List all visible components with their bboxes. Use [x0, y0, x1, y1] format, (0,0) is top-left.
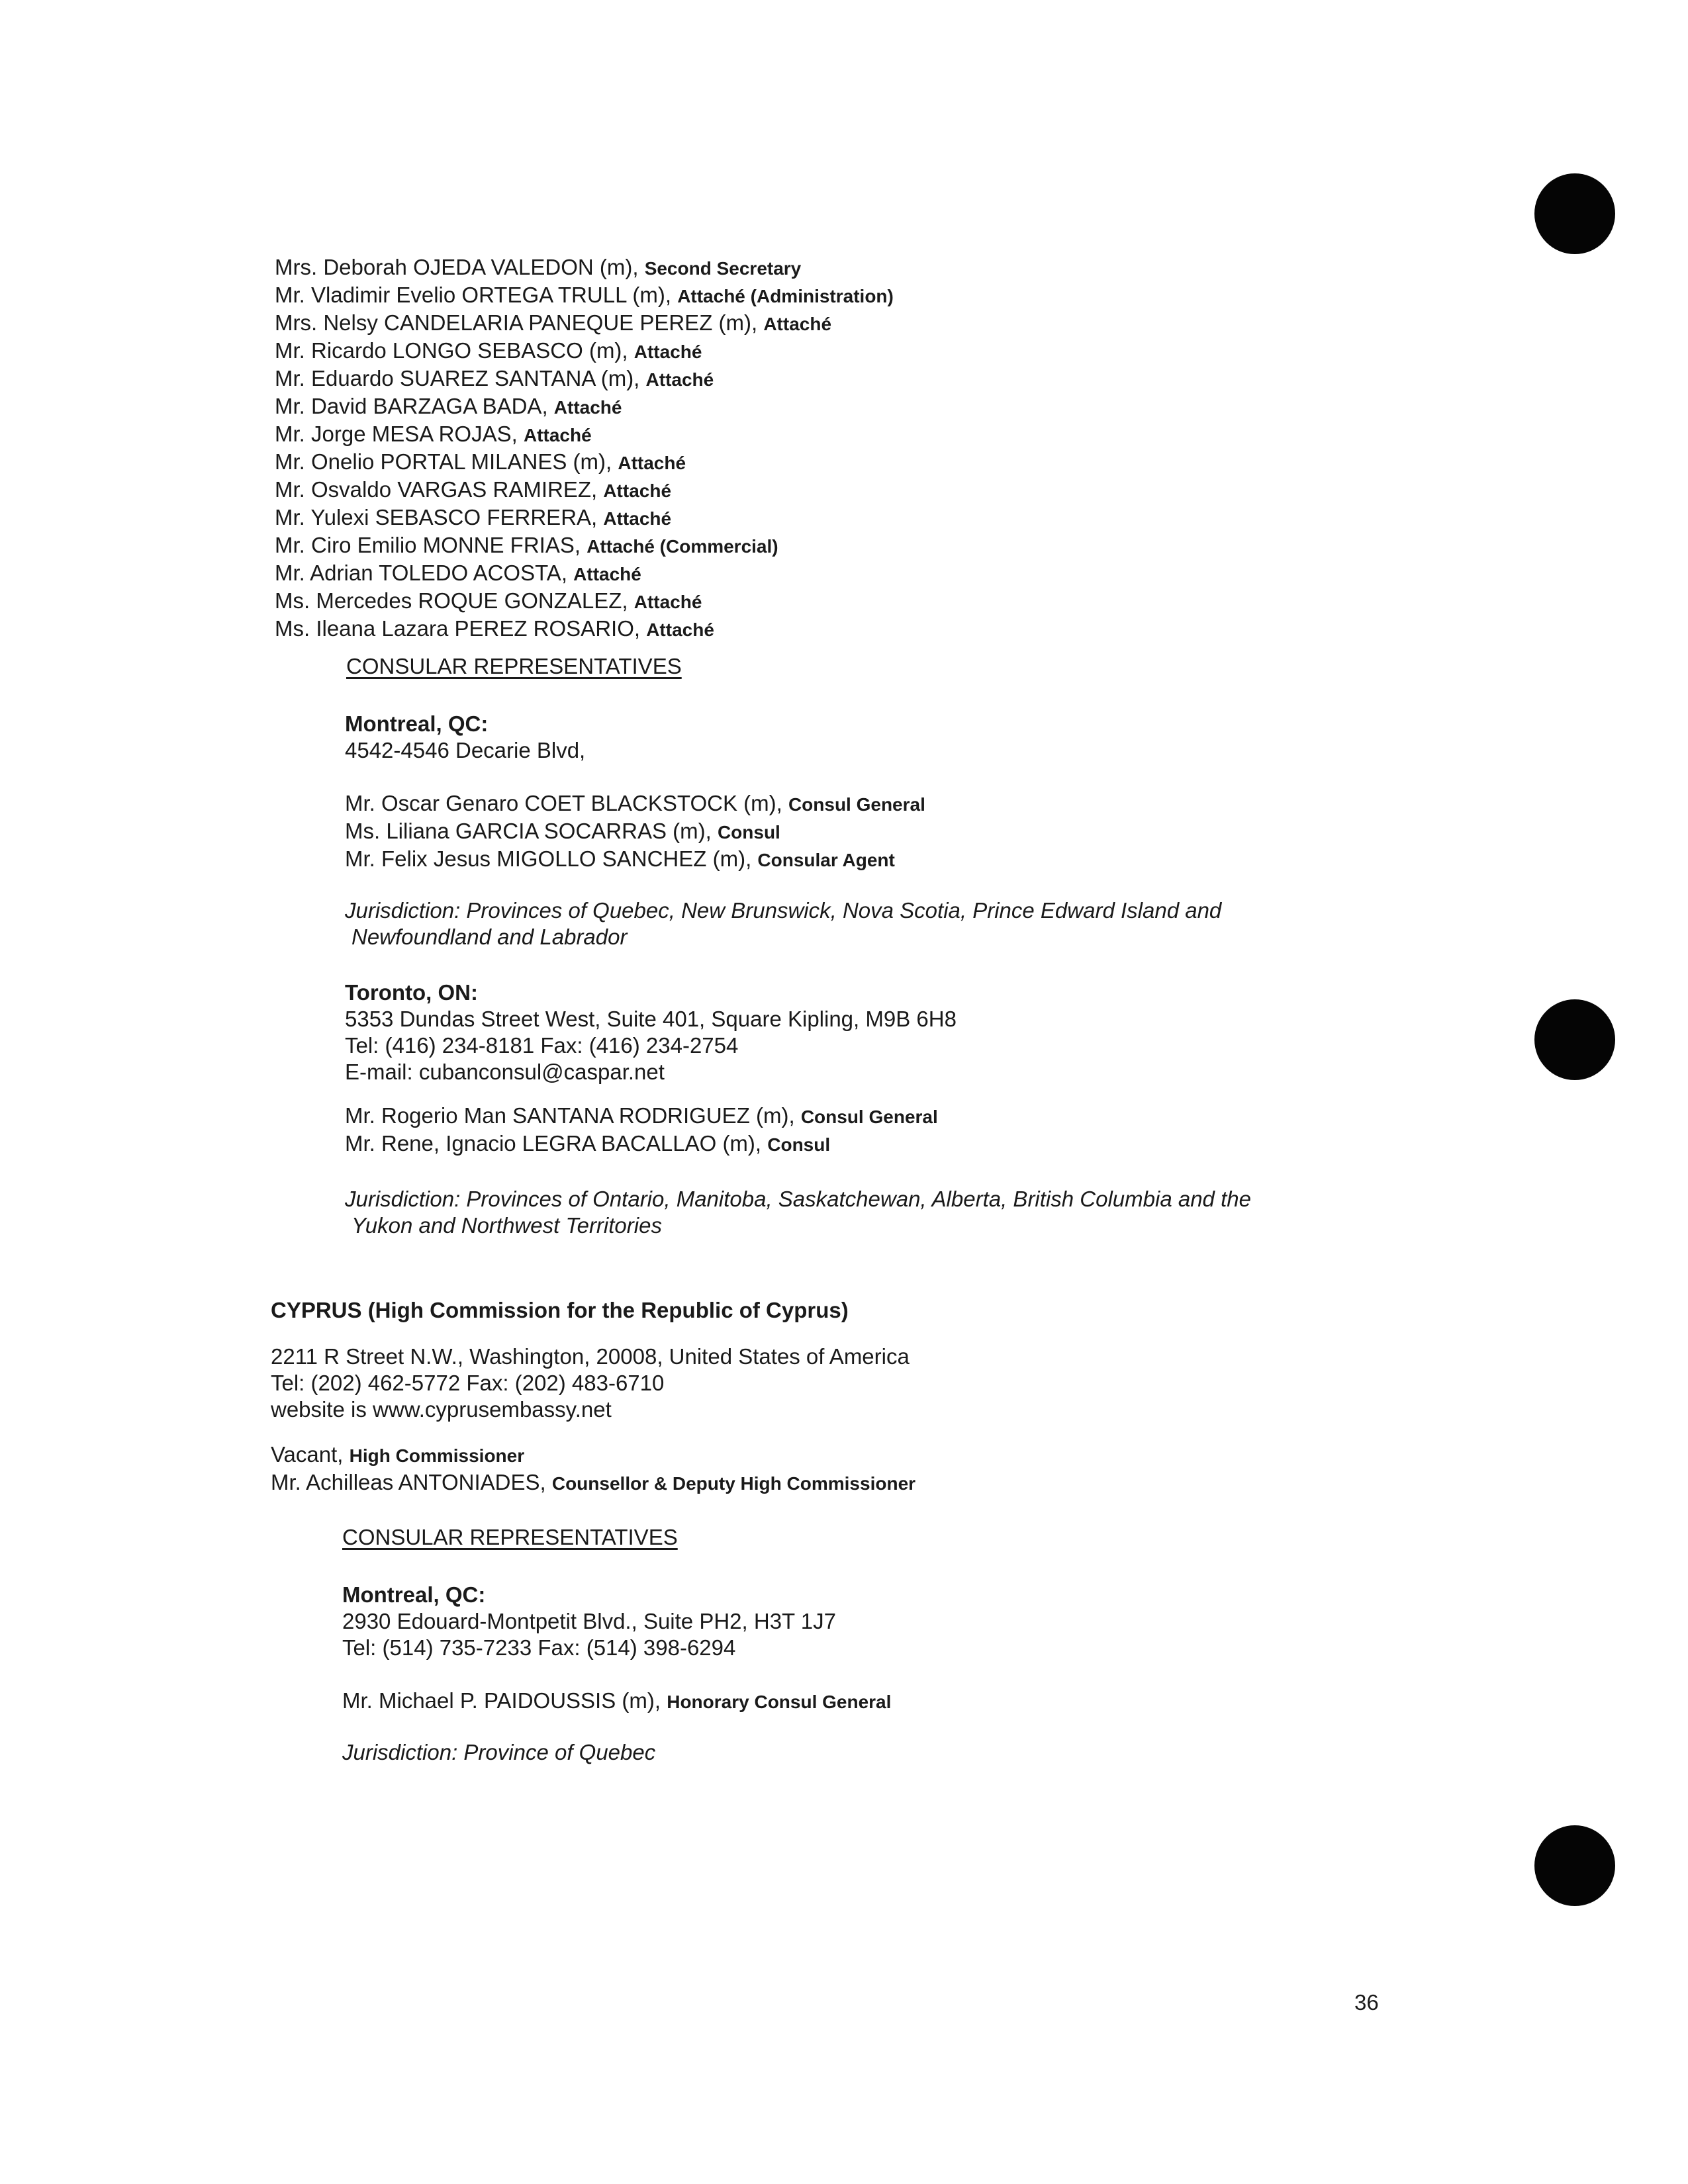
punch-hole-top	[1534, 173, 1615, 254]
consulate-email: E-mail: cubanconsul@caspar.net	[345, 1060, 665, 1084]
consulate-address: 2930 Edouard-Montpetit Blvd., Suite PH2, H3T 1J7	[342, 1609, 836, 1633]
staff-row: Mr. Onelio PORTAL MILANES (m), Attaché	[275, 449, 686, 474]
staff-row: Mr. Michael P. PAIDOUSSIS (m), Honorary Consul General	[342, 1688, 892, 1713]
consulate-city: Montreal, QC:	[342, 1582, 486, 1607]
toronto-consular-staff	[345, 1103, 938, 1158]
staff-row: Ms. Mercedes ROQUE GONZALEZ, Attaché	[275, 588, 702, 613]
punch-hole-bottom	[1534, 1825, 1615, 1906]
cyprus-contact	[271, 1343, 910, 1423]
consulate-phone: Tel: (514) 735-7233 Fax: (514) 398-6294	[342, 1635, 736, 1660]
mission-address: 2211 R Street N.W., Washington, 20008, United States of America	[271, 1344, 910, 1369]
country-heading: CYPRUS (High Commission for the Republic of Cyprus)	[271, 1298, 849, 1322]
consulate-phone: Tel: (416) 234-8181 Fax: (416) 234-2754	[345, 1033, 739, 1058]
page-number: 36	[1354, 1990, 1379, 2015]
staff-row: Mr. Felix Jesus MIGOLLO SANCHEZ (m), Consular Agent	[345, 846, 895, 871]
consular-heading: CONSULAR REPRESENTATIVES	[346, 654, 682, 678]
consulate-city: Toronto, ON:	[345, 980, 478, 1005]
montreal-consulate	[345, 711, 585, 764]
punch-hole-middle	[1534, 999, 1615, 1080]
consular-heading: CONSULAR REPRESENTATIVES	[342, 1525, 678, 1549]
consulate-address: 4542-4546 Decarie Blvd,	[345, 738, 586, 762]
mission-phone: Tel: (202) 462-5772 Fax: (202) 483-6710	[271, 1371, 665, 1395]
staff-row: Mr. Achilleas ANTONIADES, Counsellor & Deputy High Commissioner	[271, 1470, 916, 1494]
staff-row: Mr. Jorge MESA ROJAS, Attaché	[275, 422, 592, 446]
montreal-consular-staff	[345, 790, 925, 874]
staff-row: Mrs. Deborah OJEDA VALEDON (m), Second Secretary	[275, 255, 802, 279]
staff-row: Mr. David BARZAGA BADA, Attaché	[275, 394, 622, 418]
staff-row: Mr. Ciro Emilio MONNE FRIAS, Attaché (Commercial)	[275, 533, 778, 557]
cyprus-montreal-consulate	[342, 1582, 836, 1661]
cyprus-consular-staff	[342, 1688, 891, 1715]
staff-row: Mr. Ricardo LONGO SEBASCO (m), Attaché	[275, 338, 702, 363]
staff-row: Mr. Vladimir Evelio ORTEGA TRULL (m), Attaché (Administration)	[275, 283, 894, 307]
consulate-address: 5353 Dundas Street West, Suite 401, Square Kipling, M9B 6H8	[345, 1007, 957, 1031]
staff-row: Mr. Osvaldo VARGAS RAMIREZ, Attaché	[275, 477, 672, 502]
toronto-consulate	[345, 979, 957, 1085]
montreal-jurisdiction: Jurisdiction: Provinces of Quebec, New Brunswick, Nova Scotia, Prince Edward Island and Newfoundland and Labrador	[345, 898, 1222, 949]
cyprus-jurisdiction: Jurisdiction: Province of Quebec	[342, 1740, 656, 1764]
consulate-city: Montreal, QC:	[345, 711, 489, 736]
staff-row: Ms. Ileana Lazara PEREZ ROSARIO, Attaché	[275, 616, 714, 641]
staff-row: Ms. Liliana GARCIA SOCARRAS (m), Consul	[345, 819, 780, 843]
mission-website: website is www.cyprusembassy.net	[271, 1397, 612, 1422]
toronto-jurisdiction: Jurisdiction: Provinces of Ontario, Manitoba, Saskatchewan, Alberta, British Columbia and the Yukon and Northwest Territories	[345, 1187, 1251, 1238]
staff-row: Mr. Adrian TOLEDO ACOSTA, Attaché	[275, 561, 641, 585]
staff-row: Mrs. Nelsy CANDELARIA PANEQUE PEREZ (m), Attaché	[275, 310, 832, 335]
staff-row: Mr. Eduardo SUAREZ SANTANA (m), Attaché	[275, 366, 714, 390]
staff-row: Mr. Rene, Ignacio LEGRA BACALLAO (m), Consul	[345, 1131, 831, 1156]
staff-row: Vacant, High Commissioner	[271, 1442, 525, 1467]
cyprus-staff-list	[271, 1441, 915, 1497]
staff-row: Mr. Rogerio Man SANTANA RODRIGUEZ (m), Consul General	[345, 1103, 938, 1128]
cuba-staff-list	[275, 254, 894, 643]
staff-row: Mr. Oscar Genaro COET BLACKSTOCK (m), Consul General	[345, 791, 925, 815]
staff-row: Mr. Yulexi SEBASCO FERRERA, Attaché	[275, 505, 672, 529]
